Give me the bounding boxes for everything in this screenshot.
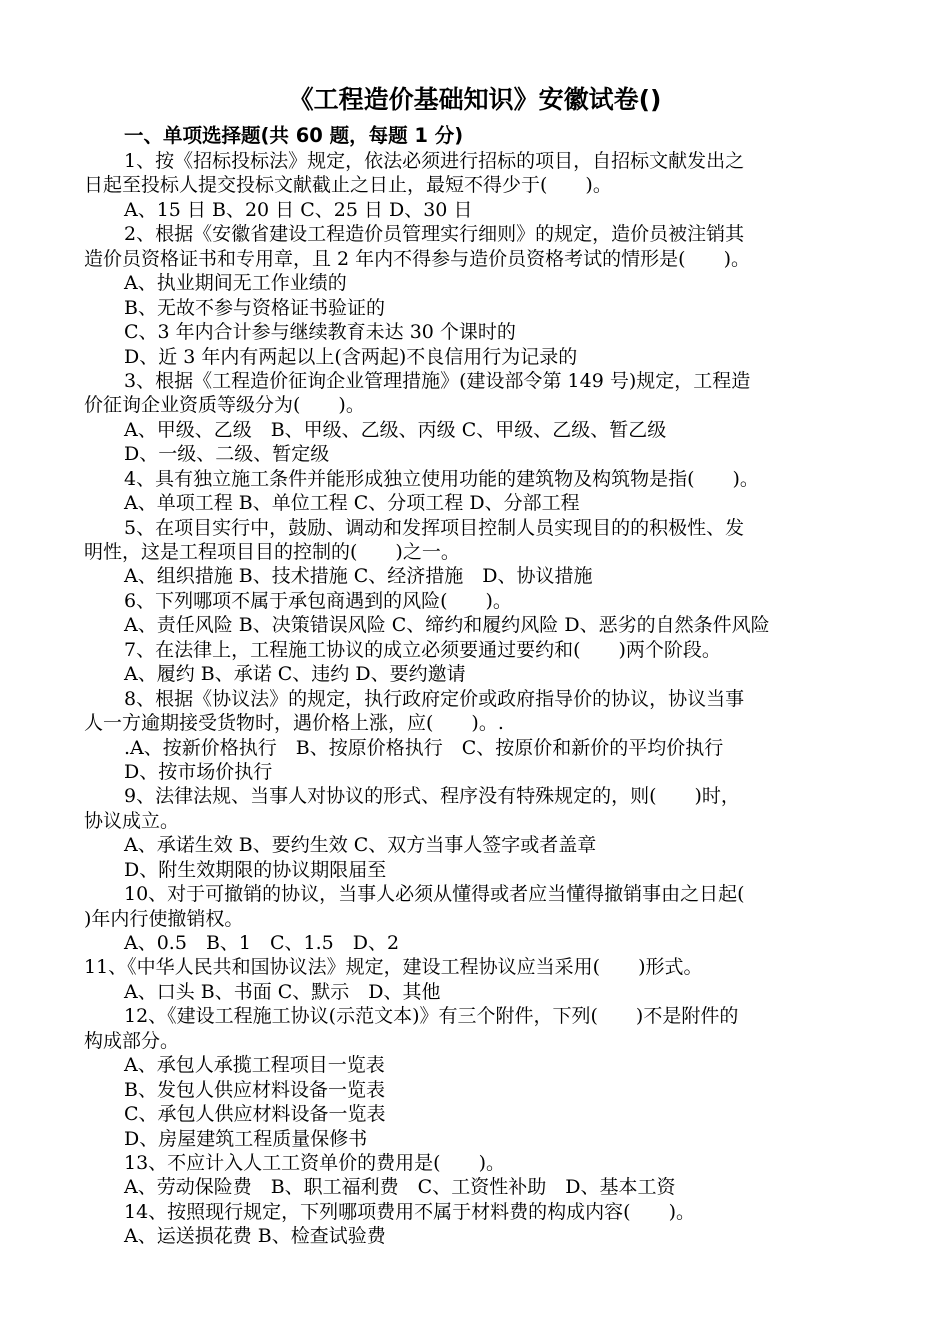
text-line: 明性，这是工程项目目的控制的( )之一。 (84, 541, 460, 563)
text-line: 12、《建设工程施工协议(示范文本)》有三个附件，下列( )不是附件的 (124, 1005, 739, 1028)
text-line: D、近 3 年内有两起以上(含两起)不良信用行为记录的 (124, 345, 578, 368)
text-line: B、发包人供应材料设备一览表 (124, 1078, 385, 1101)
text-line: A、15 日 B、20 日 C、25 日 D、30 日 (124, 198, 473, 221)
text-line: A、甲级、乙级 B、甲级、乙级、丙级 C、甲级、乙级、暂乙级 (124, 418, 667, 441)
text-line: 7、在法律上，工程施工协议的成立必须要通过要约和( )两个阶段。 (124, 638, 721, 661)
text-line: 6、下列哪项不属于承包商遇到的风险( )。 (124, 589, 512, 612)
text-line: 1、按《招标投标法》规定，依法必须进行招标的项目，自招标文献发出之 (124, 150, 745, 172)
text-line: C、承包人供应材料设备一览表 (124, 1103, 386, 1126)
text-line: 日起至投标人提交投标文献截止之日止，最短不得少于( )。 (84, 174, 612, 197)
text-line: 5、在项目实行中，鼓励、调动和发挥项目控制人员实现目的的积极性、发 (124, 516, 745, 539)
text-line: 2、根据《安徽省建设工程造价员管理实行细则》的规定，造价员被注销其 (124, 223, 745, 246)
document-title: 《工程造价基础知识》安徽试卷() (288, 85, 662, 114)
text-line: C、3 年内合计参与继续教育未达 30 个课时的 (124, 321, 516, 344)
text-line: )年内行使撤销权。 (84, 907, 244, 930)
text-line: .A、按新价格执行 B、按原价格执行 C、按原价和新价的平均价执行 (124, 736, 724, 759)
text-line: 人一方逾期接受货物时，遇价格上涨，应( )。. (84, 712, 504, 735)
text-line: A、劳动保险费 B、职工福利费 C、工资性补助 D、基本工资 (124, 1176, 676, 1199)
question-body (84, 149, 874, 1249)
text-line: A、承诺生效 B、要约生效 C、双方当事人签字或者盖章 (124, 834, 597, 857)
text-line: A、执业期间无工作业绩的 (124, 272, 347, 295)
text-line: 11、《中华人民共和国协议法》规定，建设工程协议应当采用( )形式。 (84, 956, 703, 979)
text-line: 10、对于可撤销的协议，当事人必须从懂得或者应当懂得撤销事由之日起( (124, 883, 745, 906)
text-line: 13、不应计入人工工资单价的费用是( )。 (124, 1151, 506, 1174)
text-line: 造价员资格证书和专用章，且 2 年内不得参与造价员资格考试的情形是( )。 (84, 247, 750, 270)
text-line: D、按市场价执行 (124, 760, 273, 783)
section-heading: 一、单项选择题(共 60 题，每题 1 分) (124, 124, 464, 147)
text-line: 8、根据《协议法》的规定，执行政府定价或政府指导价的协议，协议当事 (124, 687, 745, 710)
text-line: A、口头 B、书面 C、默示 D、其他 (124, 980, 441, 1003)
text-line: D、附生效期限的协议期限届至 (124, 858, 387, 881)
text-line: A、运送损花费 B、检查试验费 (124, 1225, 386, 1248)
text-line: A、承包人承揽工程项目一览表 (124, 1054, 385, 1077)
text-line: A、0.5 B、1 C、1.5 D、2 (124, 932, 400, 954)
text-line: 3、根据《工程造价征询企业管理措施》(建设部令第 149 号)规定，工程造 (124, 369, 751, 392)
text-line: D、房屋建筑工程质量保修书 (124, 1127, 368, 1150)
text-line: A、责任风险 B、决策错误风险 C、缔约和履约风险 D、恶劣的自然条件风险 (124, 614, 770, 637)
text-line: 14、按照现行规定，下列哪项费用不属于材料费的构成内容( )。 (124, 1200, 696, 1223)
text-line: A、履约 B、承诺 C、违约 D、要约邀请 (124, 663, 466, 686)
text-line: A、组织措施 B、技术措施 C、经济措施 D、协议措施 (124, 565, 593, 588)
text-line: 9、法律法规、当事人对协议的形式、程序没有特殊规定的，则( )时， (124, 785, 740, 808)
text-line: 4、具有独立施工条件并能形成独立使用功能的建筑物及构筑物是指( )。 (124, 467, 759, 490)
text-line: 协议成立。 (84, 809, 180, 832)
text-line: A、单项工程 B、单位工程 C、分项工程 D、分部工程 (124, 492, 580, 515)
text-line: D、一级、二级、暂定级 (124, 443, 330, 466)
text-line: B、无故不参与资格证书验证的 (124, 296, 385, 319)
text-line: 构成部分。 (84, 1029, 180, 1052)
text-line: 价征询企业资质等级分为( )。 (84, 394, 365, 417)
